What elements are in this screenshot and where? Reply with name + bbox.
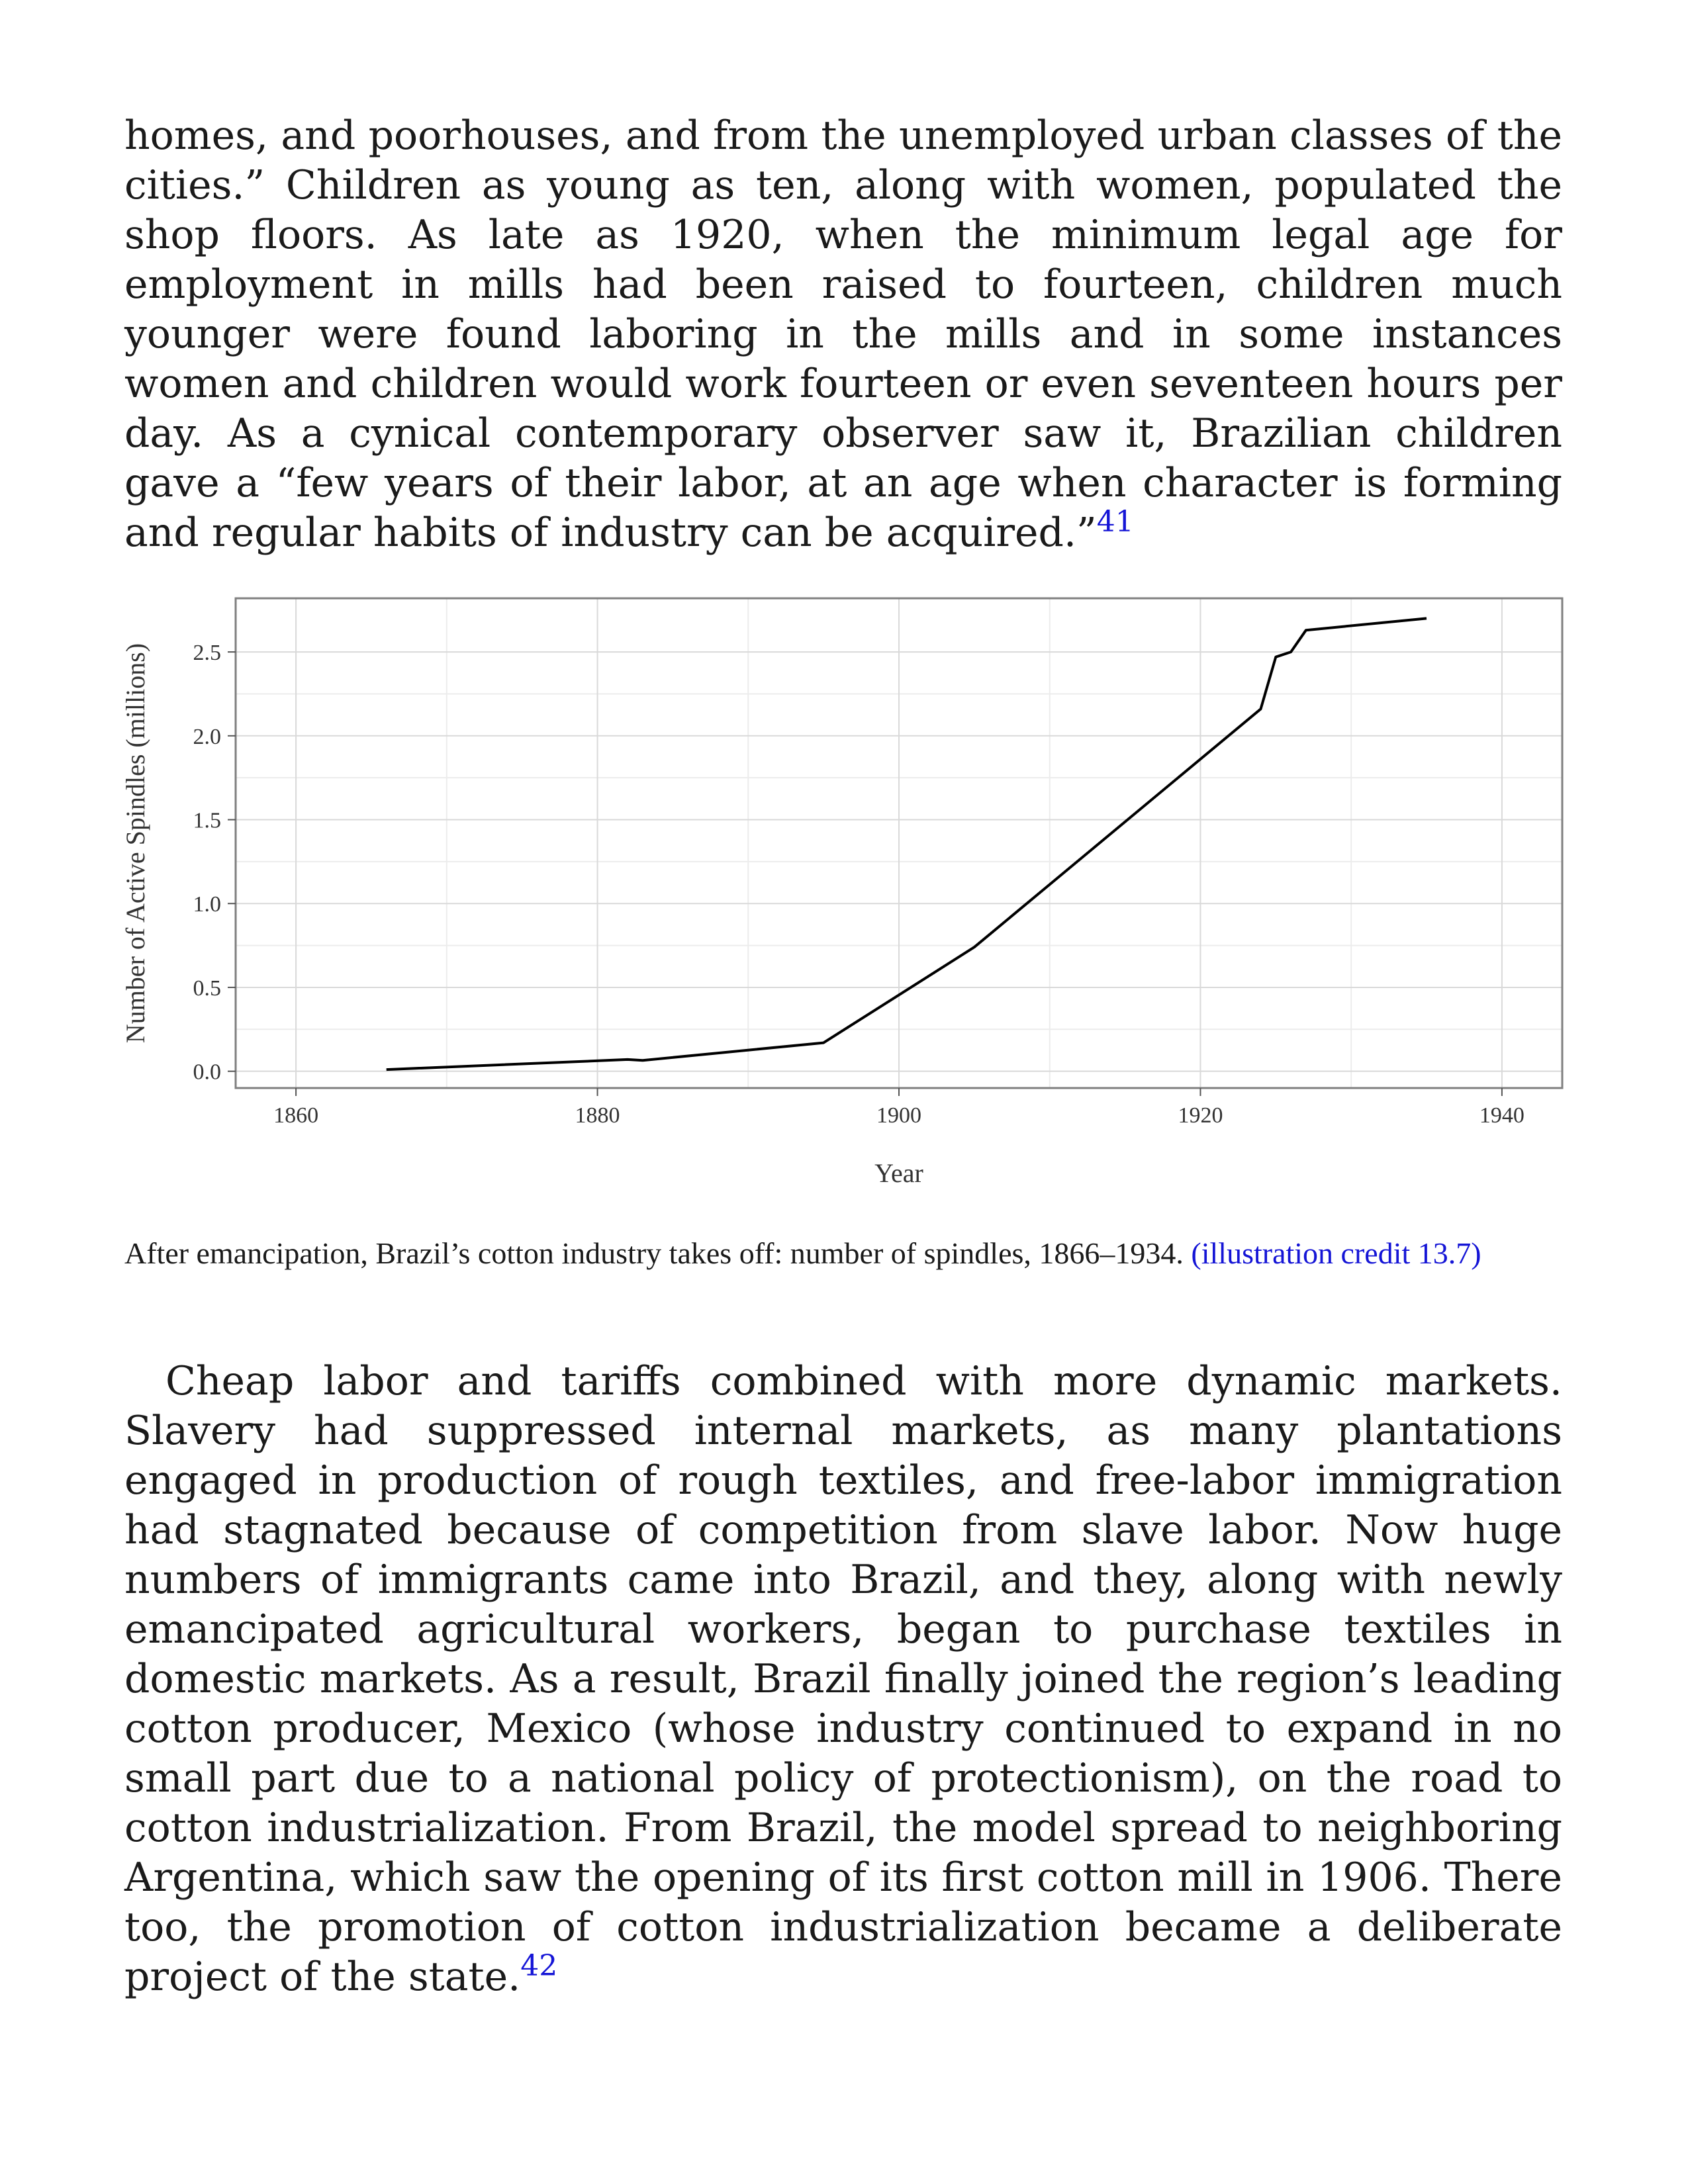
illustration-credit-link[interactable]: (illustration credit 13.7) bbox=[1191, 1236, 1481, 1270]
paragraph-2-text: Cheap labor and tariffs combined with more dynamic markets. Slavery had suppressed internal markets, as many plantations engaged in production of rough textiles, and free-labor immigration had stagnated because of competition from slave labor. Now huge numbers of immigrants came into Brazil, and they, along with newly emancipated agricultural workers, began to purchase textiles in domestic markets. As a result, Brazil finally joined the region’s leading cotton producer, Mexico (whose industry continued to expand in no small part due to a national policy of protectionism), on the road to cotton industrialization. From Brazil, the model spread to neighboring Argentina, which saw the opening of its first cotton mill in 1906. There too, the promotion of cotton industrialization became a deliberate project of the state. bbox=[124, 1358, 1562, 2000]
y-tick-label: 0.0 bbox=[193, 1060, 221, 1085]
x-axis-label: Year bbox=[874, 1158, 923, 1188]
x-tick-label: 1920 bbox=[1178, 1103, 1223, 1128]
footnote-link-42[interactable]: 42 bbox=[520, 1949, 558, 1983]
x-tick-label: 1880 bbox=[575, 1103, 620, 1128]
x-tick-label: 1860 bbox=[273, 1103, 319, 1128]
spindles-line-chart bbox=[0, 582, 1688, 1218]
y-tick-label: 0.5 bbox=[193, 976, 221, 1001]
paragraph-2 bbox=[124, 1357, 1562, 2002]
footnote-link-41[interactable]: 41 bbox=[1096, 505, 1134, 539]
y-tick-label: 1.0 bbox=[193, 892, 221, 917]
y-tick-label: 2.5 bbox=[193, 641, 221, 666]
caption-text: After emancipation, Brazil’s cotton industry takes off: number of spindles, 1866–1934. bbox=[124, 1236, 1184, 1270]
figure-caption bbox=[124, 1230, 1562, 1277]
paragraph-1-text: homes, and poorhouses, and from the unemployed urban classes of the cities.” Children as young as ten, along with women, populated the shop floors. As late as 1920, when the minimum legal age for employment in mills had been raised to fourteen, children much younger were found laboring in the mills and in some instances women and children would work fourteen or even seventeen hours per day. As a cynical contemporary observer saw it, Brazilian children gave a “few years of their labor, at an age when character is forming and regular habits of industry can be acquired.” bbox=[124, 113, 1562, 556]
x-tick-label: 1900 bbox=[876, 1103, 921, 1128]
x-axis bbox=[273, 1088, 1524, 1128]
x-tick-label: 1940 bbox=[1479, 1103, 1524, 1128]
y-axis-label: Number of Active Spindles (millions) bbox=[120, 643, 150, 1044]
y-axis bbox=[193, 641, 236, 1085]
y-tick-label: 2.0 bbox=[193, 724, 221, 749]
paragraph-1 bbox=[124, 111, 1562, 558]
y-tick-label: 1.5 bbox=[193, 808, 221, 833]
